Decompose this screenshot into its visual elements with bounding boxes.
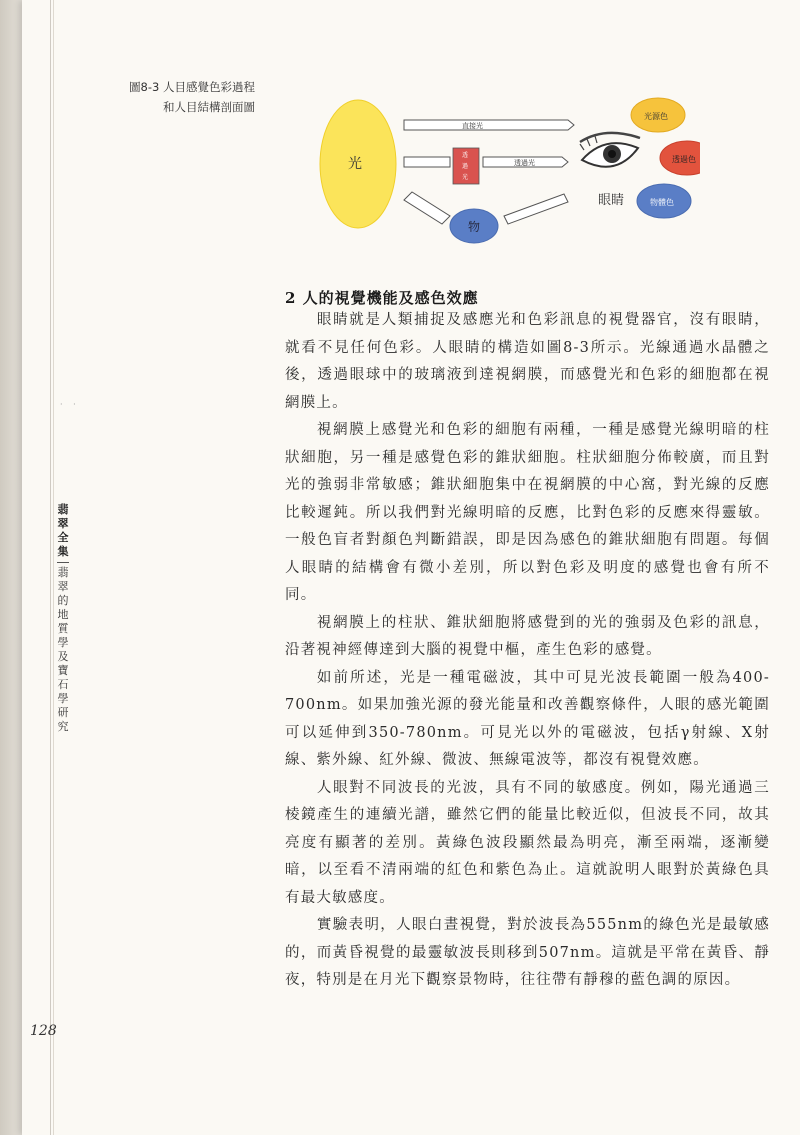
filter-char-3: 光 <box>462 174 469 181</box>
margin-rule-inner <box>53 0 54 1135</box>
source-color-label: 光源色 <box>644 112 668 121</box>
paragraph: 人眼對不同波長的光波，具有不同的敏感度。例如，陽光通過三棱鏡產生的連續光譜，雖然它們的能量比較近似，但波長不同，故其亮度有顯著的差別。黃綠色波段顯然最為明亮，漸至兩端，逐漸變暗，以至看不清兩端的紅色和紫色為止。這就說明人眼對於黃綠色具有最大敏感度。 <box>285 779 770 906</box>
book-subtitle: 翡翠的地質學及寶石學研究 <box>57 566 69 733</box>
figure-caption <box>129 77 255 117</box>
filter-char-2: 過 <box>462 163 469 170</box>
series-title: 翡翠全集 <box>57 503 69 558</box>
paragraph: 實驗表明，人眼白晝視覺，對於波長為555nm的綠色光是最敏感的，而黃昏視覺的最靈敏波長則移到507nm。這就是平常在黃昏、靜夜，特別是在月光下觀察景物時，往往帶有靜穆的藍色調的原因。 <box>285 917 770 988</box>
side-divider <box>57 562 69 563</box>
caption-line-2: 和人目結構剖面圖 <box>163 100 255 114</box>
eye-label: 眼睛 <box>598 193 625 208</box>
eye-icon <box>580 133 640 167</box>
paragraph: 如前所述，光是一種電磁波，其中可見光波長範圍一般為400-700nm。如果加強光源的發光能量和改善觀察條件，人眼的感光範圍可以延伸到350-780nm。可見光以外的電磁波，包括γ射線、X射線、紫外線、紅外線、微波、無線電波等，都沒有視覺效應。 <box>285 669 770 768</box>
section-title: 2 人的視覺機能及感色效應 <box>285 289 479 307</box>
eye-color-diagram <box>300 92 700 252</box>
object-color-label: 物體色 <box>650 198 674 207</box>
margin-dots: · · <box>60 400 80 409</box>
paragraph: 視網膜上的柱狀、錐狀細胞將感覺到的光的強弱及色彩的訊息，沿著視神經傳達到大腦的視覺中樞，產生色彩的感覺。 <box>285 614 770 658</box>
paragraph: 眼睛就是人類捕捉及感應光和色彩訊息的視覺器官，沒有眼睛，就看不見任何色彩。人眼睛的構造如圖8-3所示。光線通過水晶體之後，透過眼球中的玻璃液到達視網膜，而感覺光和色彩的細胞都在視網膜上。 <box>285 312 770 411</box>
caption-line-1: 圖8-3 人目感覺色彩過程 <box>129 80 255 94</box>
transmitted-input-arrow <box>404 157 450 167</box>
transmitted-light-label: 透過光 <box>514 159 535 167</box>
book-binding <box>0 0 22 1135</box>
margin-rule <box>50 0 51 1135</box>
object-output-arrow <box>504 194 568 224</box>
object-input-arrow <box>404 192 450 224</box>
side-running-title <box>56 503 70 734</box>
transmit-color-label: 透過色 <box>672 155 696 164</box>
object-label: 物 <box>468 220 481 234</box>
light-label: 光 <box>348 156 362 172</box>
direct-light-label: 直接光 <box>462 122 483 130</box>
page-number: 128 <box>30 1023 57 1039</box>
direct-light-arrow <box>404 120 574 130</box>
paragraph: 視網膜上感覺光和色彩的細胞有兩種，一種是感覺光線明暗的柱狀細胞，另一種是感覺色彩的錐狀細胞。柱狀細胞分佈較廣，而且對光的強弱非常敏感；錐狀細胞集中在視網膜的中心窩，對光線的反應比較遲鈍。所以我們對光線明暗的反應，比對色彩的反應來得靈敏。一般色盲者對顏色判斷錯誤，即是因為感色的錐狀細胞有問題。每個人眼睛的結構會有微小差別，所以對色彩及明度的感覺也會有所不同。 <box>285 422 770 603</box>
body-text <box>285 307 770 995</box>
filter-char-1: 透 <box>462 152 469 159</box>
